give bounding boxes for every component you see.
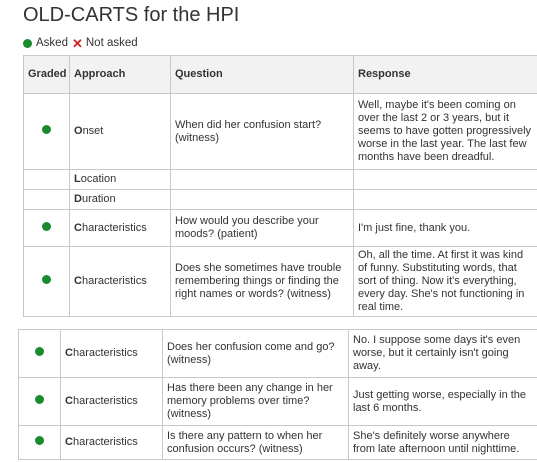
table-row <box>19 330 537 378</box>
green-dot-icon <box>42 222 51 231</box>
approach-rest: haracteristics <box>81 221 147 234</box>
approach-rest: uration <box>81 193 116 205</box>
approach-initial: L <box>74 173 81 185</box>
response-cell: Oh, all the time. At first it was kind of funny. Substituting words, that sort of thing. Now it's everything, every day. She's not functioning in real time. <box>354 247 537 317</box>
approach-cell <box>61 330 163 378</box>
table-row <box>24 170 537 190</box>
approach-cell <box>70 210 171 247</box>
response-cell: Well, maybe it's been coming on over the last 2 or 3 years, but it seems to have gotten progressively worse in the last year. The last few months have been dreadful. <box>354 94 537 170</box>
graded-cell <box>24 210 70 247</box>
green-dot-icon <box>42 275 51 284</box>
approach-rest: haracteristics <box>81 275 147 287</box>
response-cell: No. I suppose some days it's even worse, but it certainly isn't going away. <box>349 330 537 378</box>
response-cell: I'm just fine, thank you. <box>354 210 537 247</box>
question-cell: Has there been any change in her memory problems over time? (witness) <box>163 378 349 426</box>
table-row <box>24 190 537 210</box>
question-cell: Is there any pattern to when her confusion occurs? (witness) <box>163 426 349 460</box>
approach-cell <box>61 378 163 426</box>
graded-cell <box>19 378 61 426</box>
green-dot-icon <box>35 347 44 356</box>
graded-cell <box>24 170 70 190</box>
green-dot-icon <box>42 125 51 134</box>
approach-cell <box>70 94 171 170</box>
question-cell: Does her confusion come and go? (witness) <box>163 330 349 378</box>
approach-cell <box>70 247 171 317</box>
table-row <box>24 94 537 170</box>
question-cell: Does she sometimes have trouble remembering things or finding the right names or words? (witness) <box>171 247 354 317</box>
table-row <box>24 210 537 247</box>
green-dot-icon <box>35 395 44 404</box>
green-dot-icon <box>23 39 32 48</box>
graded-cell <box>24 94 70 170</box>
approach-cell <box>70 170 171 190</box>
header-question: Question <box>171 56 354 94</box>
response-cell <box>354 170 537 190</box>
approach-rest: haracteristics <box>72 436 138 448</box>
approach-rest: ocation <box>80 173 117 185</box>
question-cell <box>171 170 354 190</box>
response-cell: She's definitely worse anywhere from late afternoon until nighttime. <box>349 426 537 460</box>
approach-initial: D <box>74 193 82 205</box>
page-title: OLD-CARTS for the HPI <box>23 4 240 26</box>
header-graded: Graded <box>24 56 70 94</box>
green-dot-icon <box>35 436 44 445</box>
red-x-icon: ✕ <box>71 35 83 51</box>
table-header-row <box>24 56 537 94</box>
graded-cell <box>19 426 61 460</box>
graded-cell <box>19 330 61 378</box>
legend <box>23 37 138 49</box>
question-cell <box>171 190 354 210</box>
response-cell <box>354 190 537 210</box>
approach-initial: C <box>65 395 73 407</box>
approach-initial: C <box>65 347 73 359</box>
approach-initial: O <box>74 125 83 137</box>
approach-rest: nset <box>82 125 104 137</box>
header-approach: Approach <box>70 56 171 94</box>
legend-not-asked-label: Not asked <box>85 37 138 49</box>
question-cell: When did her confusion start? (witness) <box>171 94 354 170</box>
approach-initial: C <box>74 221 82 234</box>
table-row <box>24 247 537 317</box>
approach-cell <box>70 190 171 210</box>
approach-rest: haracteristics <box>72 395 138 407</box>
hpi-table <box>23 55 537 317</box>
legend-asked-label: Asked <box>36 37 68 49</box>
approach-rest: haracteristics <box>72 347 138 359</box>
graded-cell <box>24 247 70 317</box>
table-row <box>19 426 537 460</box>
approach-cell <box>61 426 163 460</box>
approach-initial: C <box>65 436 73 448</box>
approach-initial: C <box>74 275 82 287</box>
header-response: Response <box>354 56 537 94</box>
hpi-table-continued <box>18 329 537 460</box>
question-cell: How would you describe your moods? (patient) <box>171 210 354 247</box>
response-cell: Just getting worse, especially in the last 6 months. <box>349 378 537 426</box>
graded-cell <box>24 190 70 210</box>
table-row <box>19 378 537 426</box>
